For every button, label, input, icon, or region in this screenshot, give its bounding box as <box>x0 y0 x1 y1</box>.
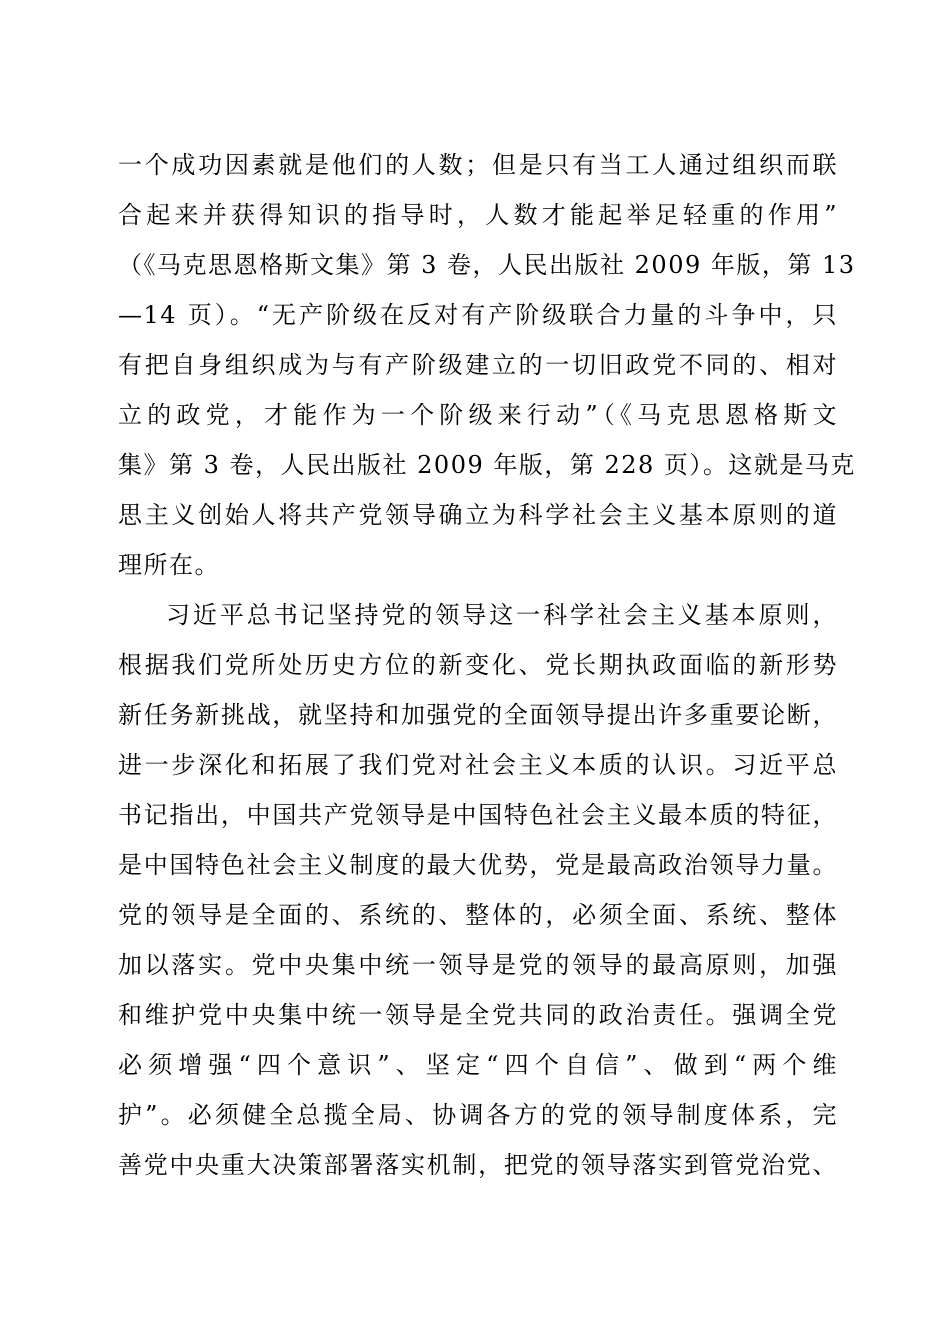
paragraph-2 <box>118 590 838 1190</box>
text-line: 思主义创始人将共产党领导确立为科学社会主义基本原则的道 <box>118 501 838 529</box>
text-line: 和维护党中央集中统一领导是全党共同的政治责任。强调全党 <box>118 1001 838 1029</box>
text-line: 新任务新挑战，就坚持和加强党的全面领导提出许多重要论断， <box>118 701 838 729</box>
text-line: 集》第 3 卷，人民出版社 2009 年版，第 228 页）。这就是马克 <box>118 451 856 479</box>
text-line: 党的领导是全面的、系统的、整体的，必须全面、系统、整体 <box>118 901 838 929</box>
text-line: 是中国特色社会主义制度的最大优势，党是最高政治领导力量。 <box>118 851 838 879</box>
text-line: 护”。必须健全总揽全局、协调各方的党的领导制度体系，完 <box>118 1101 838 1129</box>
body-text <box>118 140 856 1190</box>
text-line: 一个成功因素就是他们的人数；但是只有当工人通过组织而联 <box>118 151 838 179</box>
text-line: 根据我们党所处历史方位的新变化、党长期执政面临的新形势 <box>118 651 838 679</box>
text-line: 理所在。 <box>118 551 220 579</box>
text-line: 书记指出，中国共产党领导是中国特色社会主义最本质的特征， <box>118 801 838 829</box>
text-line: —14 页）。“无产阶级在反对有产阶级联合力量的斗争中，只 <box>118 301 838 329</box>
text-line: 加以落实。党中央集中统一领导是党的领导的最高原则，加强 <box>118 951 838 979</box>
text-line: 合起来并获得知识的指导时，人数才能起举足轻重的作用” <box>118 201 838 229</box>
text-line: 必须增强“四个意识”、坚定“四个自信”、做到“两个维 <box>118 1051 838 1079</box>
text-line: 立的政党，才能作为一个阶级来行动”（《马克思恩格斯文 <box>118 401 838 429</box>
text-line: （《马克思恩格斯文集》第 3 卷，人民出版社 2009 年版，第 13 <box>118 251 856 279</box>
text-line: 进一步深化和拓展了我们党对社会主义本质的认识。习近平总 <box>118 751 838 779</box>
paragraph-1 <box>118 140 856 590</box>
text-line: 习近平总书记坚持党的领导这一科学社会主义基本原则， <box>166 601 838 629</box>
text-line: 有把自身组织成为与有产阶级建立的一切旧政党不同的、相对 <box>118 351 838 379</box>
text-line: 善党中央重大决策部署落实机制，把党的领导落实到管党治党、 <box>118 1151 838 1179</box>
